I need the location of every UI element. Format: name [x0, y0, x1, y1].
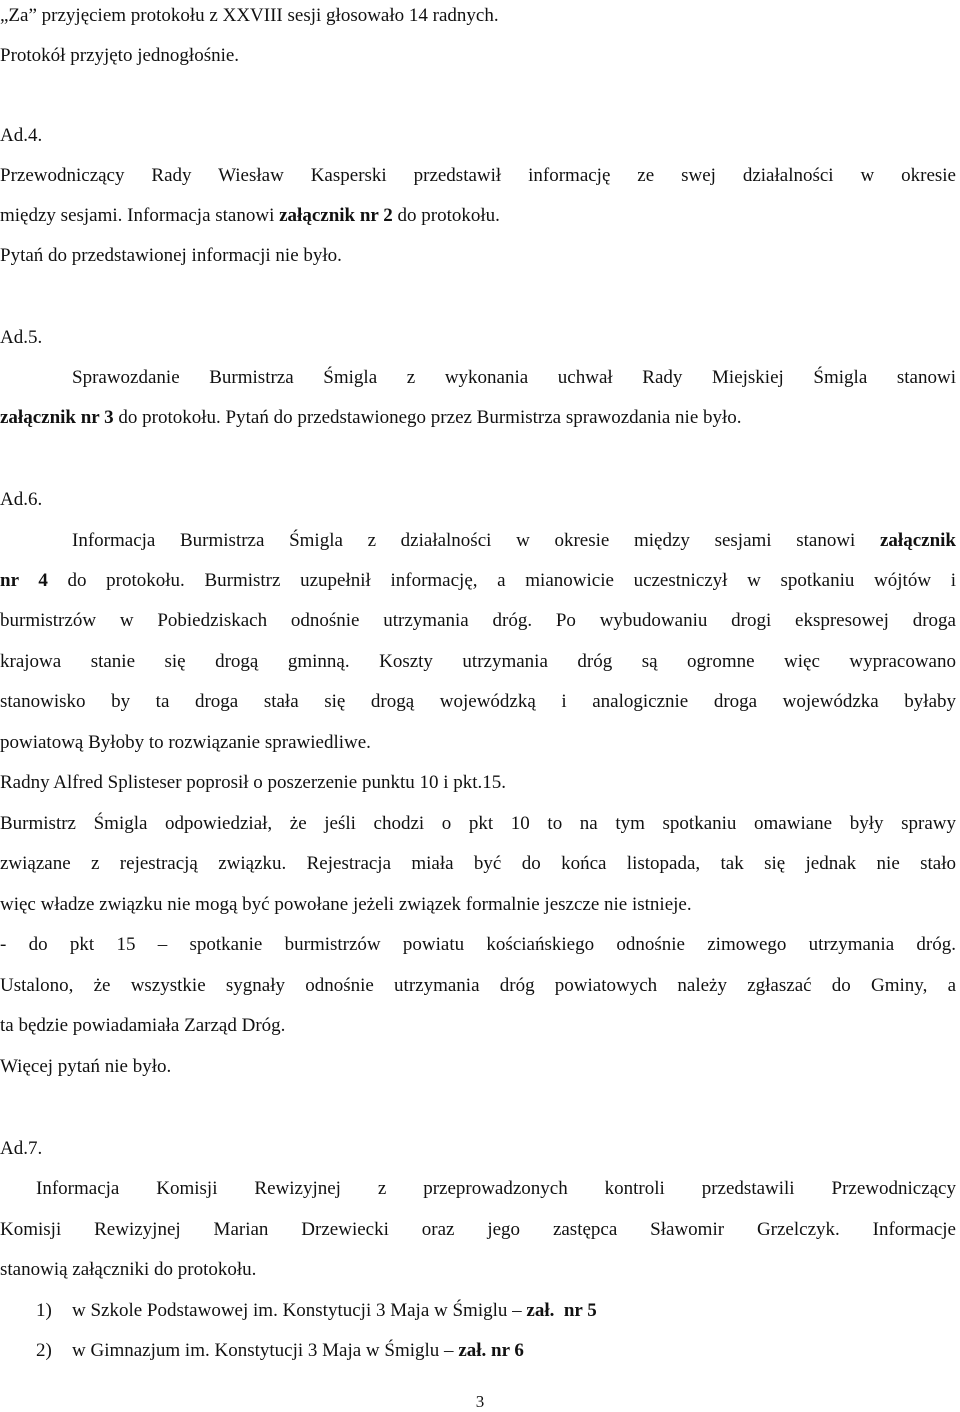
- paragraph-line: Informacja Komisji Rewizyjnej z przeprowadzonych kontroli przedstawili Przewodniczący: [36, 1178, 956, 1199]
- list-item-number: 1): [36, 1300, 52, 1321]
- paragraph-line: stanowią załączniki do protokołu.: [0, 1259, 257, 1280]
- attachment-reference: załącznik nr 3: [0, 407, 114, 428]
- paragraph-line: więc władze związku nie mogą być powołane jeżeli związek formalnie jeszcze nie istnieje.: [0, 894, 692, 915]
- list-item-text: w Gimnazjum im. Konstytucji 3 Maja w Śmiglu – zał. nr 6: [72, 1340, 524, 1361]
- paragraph-line: stanowisko by ta droga stała się drogą wojewódzką i analogicznie droga wojewódzka byłaby: [0, 691, 956, 712]
- attachment-reference: zał. nr 6: [458, 1340, 524, 1361]
- paragraph-line: krajowa stanie się drogą gminną. Koszty utrzymania dróg są ogromne więc wypracowano: [0, 651, 956, 672]
- paragraph-line: powiatową Byłoby to rozwiązanie sprawiedliwe.: [0, 732, 371, 753]
- page-number: 3: [475, 1392, 485, 1411]
- paragraph-line: Komisji Rewizyjnej Marian Drzewiecki oraz jego zastępca Sławomir Grzelczyk. Informacje: [0, 1219, 956, 1240]
- paragraph-line: załącznik nr 3 do protokołu. Pytań do przedstawionego przez Burmistrza sprawozdania nie było.: [0, 407, 742, 428]
- paragraph-line: związane z rejestracją związku. Rejestracja miała być do końca listopada, tak się jednak nie stało: [0, 853, 956, 874]
- section-heading-ad4: Ad.4.: [0, 125, 43, 146]
- attachment-reference: załącznik nr 2: [279, 205, 393, 226]
- list-item-number: 2): [36, 1340, 52, 1361]
- paragraph-line: Pytań do przedstawionej informacji nie było.: [0, 245, 342, 266]
- paragraph-line: - do pkt 15 – spotkanie burmistrzów powiatu kościańskiego odnośnie zimowego utrzymania dróg.: [0, 934, 956, 955]
- paragraph-line: Ustalono, że wszystkie sygnały odnośnie utrzymania dróg powiatowych należy zgłaszać do Gminy, a: [0, 975, 956, 996]
- paragraph-line: między sesjami. Informacja stanowi załącznik nr 2 do protokołu.: [0, 205, 500, 226]
- attachment-reference: zał. nr 5: [526, 1300, 597, 1321]
- paragraph-line: Sprawozdanie Burmistrza Śmigla z wykonania uchwał Rady Miejskiej Śmigla stanowi: [72, 367, 956, 388]
- paragraph-line: Protokół przyjęto jednogłośnie.: [0, 45, 240, 66]
- paragraph-line: Burmistrz Śmigla odpowiedział, że jeśli chodzi o pkt 10 to na tym spotkaniu omawiane były sprawy: [0, 813, 956, 834]
- paragraph-line: Więcej pytań nie było.: [0, 1056, 172, 1077]
- attachment-reference: załącznik: [880, 530, 956, 551]
- section-heading-ad7: Ad.7.: [0, 1138, 43, 1159]
- section-heading-ad5: Ad.5.: [0, 327, 43, 348]
- paragraph-line: nr 4 do protokołu. Burmistrz uzupełnił informację, a mianowicie uczestniczył w spotkaniu wójtów i: [0, 570, 956, 591]
- paragraph-line: burmistrzów w Pobiedziskach odnośnie utrzymania dróg. Po wybudowaniu drogi ekspresowej droga: [0, 610, 956, 631]
- paragraph-line: Radny Alfred Splisteser poprosił o poszerzenie punktu 10 i pkt.15.: [0, 772, 507, 793]
- paragraph-line: Przewodniczący Rady Wiesław Kasperski przedstawił informację ze swej działalności w okresie: [0, 165, 956, 186]
- list-item-text: w Szkole Podstawowej im. Konstytucji 3 Maja w Śmiglu – zał. nr 5: [72, 1300, 597, 1321]
- paragraph-line: ta będzie powiadamiała Zarząd Dróg.: [0, 1015, 286, 1036]
- section-heading-ad6: Ad.6.: [0, 489, 43, 510]
- paragraph-line: Informacja Burmistrza Śmigla z działalności w okresie między sesjami stanowi załącznik: [72, 530, 956, 551]
- paragraph-line: „Za” przyjęciem protokołu z XXVIII sesji głosowało 14 radnych.: [0, 5, 499, 26]
- attachment-reference: nr 4: [0, 570, 48, 591]
